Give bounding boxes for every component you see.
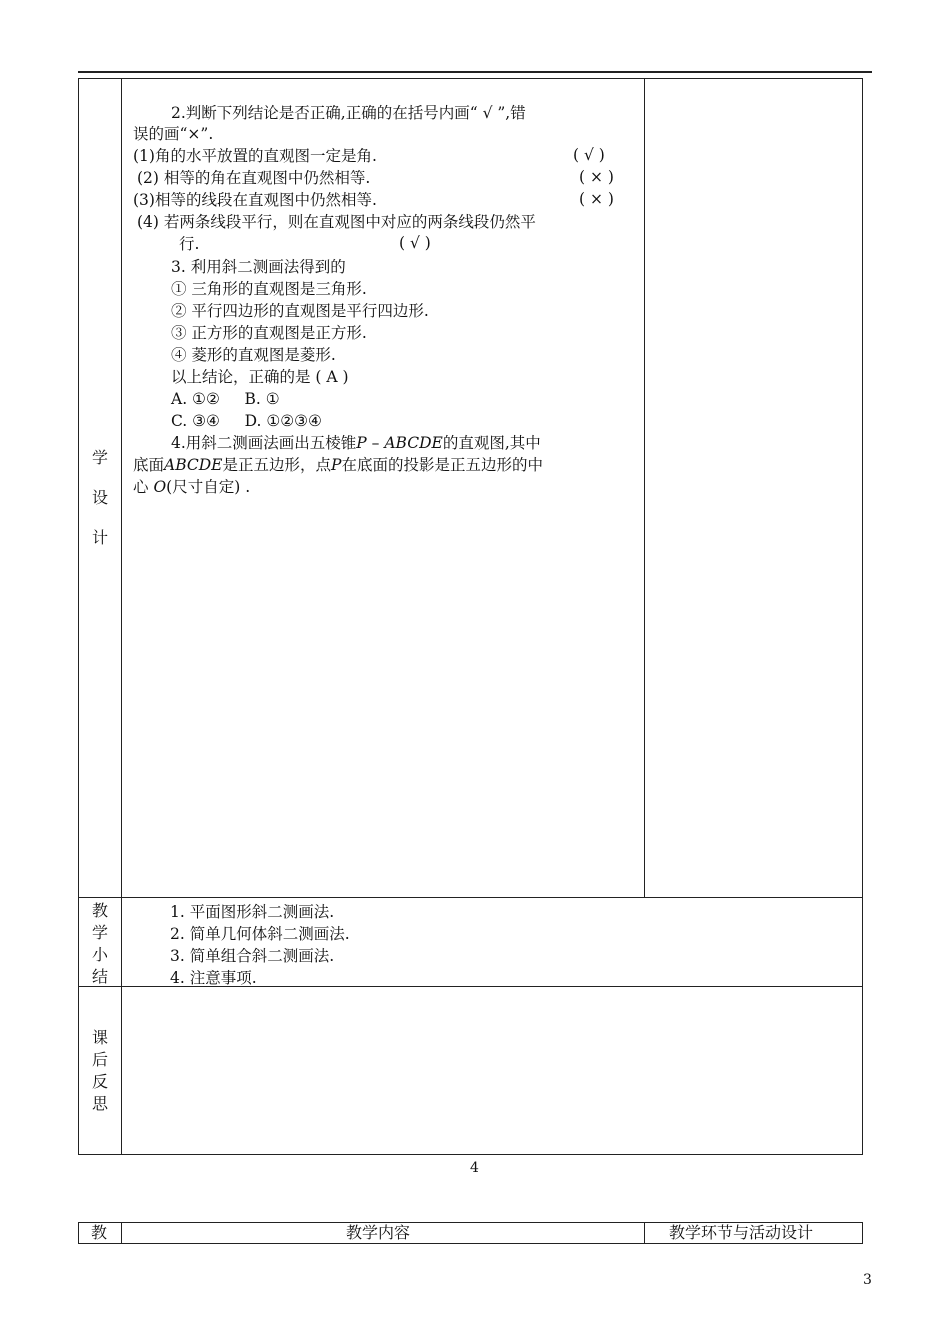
q4-dash: –	[366, 434, 385, 452]
q4-text: 心	[133, 478, 149, 496]
label-char: 思	[91, 1094, 108, 1113]
q3-intro: 3. 利用斜二测画法得到的	[171, 258, 346, 276]
summary-item-2: 2. 简单几何体斜二测画法.	[170, 925, 350, 943]
q2-answer-1: ( √ )	[573, 146, 605, 164]
q2-answer-3: ( × )	[579, 190, 614, 208]
label-char: 后	[91, 1050, 108, 1069]
q3-options-1: A. ①② B. ①	[171, 390, 280, 408]
q4-line2	[133, 455, 543, 475]
label-column-divider	[121, 78, 122, 1155]
summary-row-label	[79, 900, 121, 988]
label-char: 小	[91, 945, 108, 964]
label-char: 教	[91, 901, 108, 920]
point-p-label: P	[331, 456, 342, 474]
activity-column-divider	[644, 78, 645, 898]
page-number-center: 4	[470, 1160, 479, 1176]
label-char: 学	[91, 923, 108, 942]
q4-text: 在底面的投影是正五边形的中	[341, 456, 543, 474]
q2-item-2: (2) 相等的角在直观图中仍然相等.	[137, 169, 371, 187]
base-abcde-label: ABCDE	[164, 456, 223, 474]
next-header-divider	[644, 1222, 645, 1244]
label-char: 反	[91, 1072, 108, 1091]
base-abcde-label: ABCDE	[384, 434, 443, 452]
page-number-corner: 3	[863, 1272, 872, 1288]
next-header-col3: 教学环节与活动设计	[669, 1223, 814, 1242]
q2-answer-4: ( √ )	[399, 234, 431, 252]
label-char: 设	[91, 488, 108, 507]
label-char: 学	[91, 448, 108, 467]
q2-intro-line2: 误的画“×”.	[133, 125, 214, 143]
q4-text: 4.用斜二测画法画出五棱锥	[171, 434, 357, 452]
header-rule	[78, 71, 872, 73]
q3-statement-4: ④ 菱形的直观图是菱形.	[171, 346, 336, 364]
label-char: 计	[91, 528, 108, 547]
q4-text: 底面	[133, 456, 165, 474]
q4-line1	[171, 433, 541, 453]
q3-statement-3: ③ 正方形的直观图是正方形.	[171, 324, 367, 342]
q2-intro-line1: 2.判断下列结论是否正确,正确的在括号内画“ √ ”,错	[171, 104, 526, 122]
q3-options-2: C. ③④ D. ①②③④	[171, 412, 322, 430]
design-row-divider	[78, 897, 863, 898]
q3-statement-1: ① 三角形的直观图是三角形.	[171, 280, 367, 298]
q2-item-3: (3)相等的线段在直观图中仍然相等.	[133, 191, 377, 209]
next-header-col1: 教	[91, 1223, 108, 1242]
summary-item-1: 1. 平面图形斜二测画法.	[170, 903, 335, 921]
q2-answer-2: ( × )	[579, 168, 614, 186]
label-char: 结	[91, 967, 108, 986]
label-char: 课	[91, 1028, 108, 1047]
q2-item-1: (1)角的水平放置的直观图一定是角.	[133, 147, 377, 165]
summary-item-4: 4. 注意事项.	[170, 969, 257, 987]
next-header-divider	[121, 1222, 122, 1244]
reflection-row-label	[79, 1027, 121, 1115]
q4-text: 的直观图,其中	[442, 434, 541, 452]
summary-item-3: 3. 简单组合斜二测画法.	[170, 947, 335, 965]
next-header-col2: 教学内容	[346, 1223, 411, 1242]
q2-item-4: (4) 若两条线段平行，则在直观图中对应的两条线段仍然平	[137, 213, 536, 231]
q4-line3	[133, 477, 250, 497]
center-o-label: O	[153, 478, 167, 496]
q3-statement-2: ② 平行四边形的直观图是平行四边形.	[171, 302, 429, 320]
q2-item-4-cont: 行.	[179, 235, 200, 253]
design-row-label	[79, 447, 121, 549]
point-p-label: P	[356, 434, 367, 452]
q4-text: 是正五边形，点	[222, 456, 332, 474]
q4-text: (尺寸自定) .	[166, 478, 251, 496]
q3-question: 以上结论，正确的是 ( A )	[171, 368, 349, 386]
